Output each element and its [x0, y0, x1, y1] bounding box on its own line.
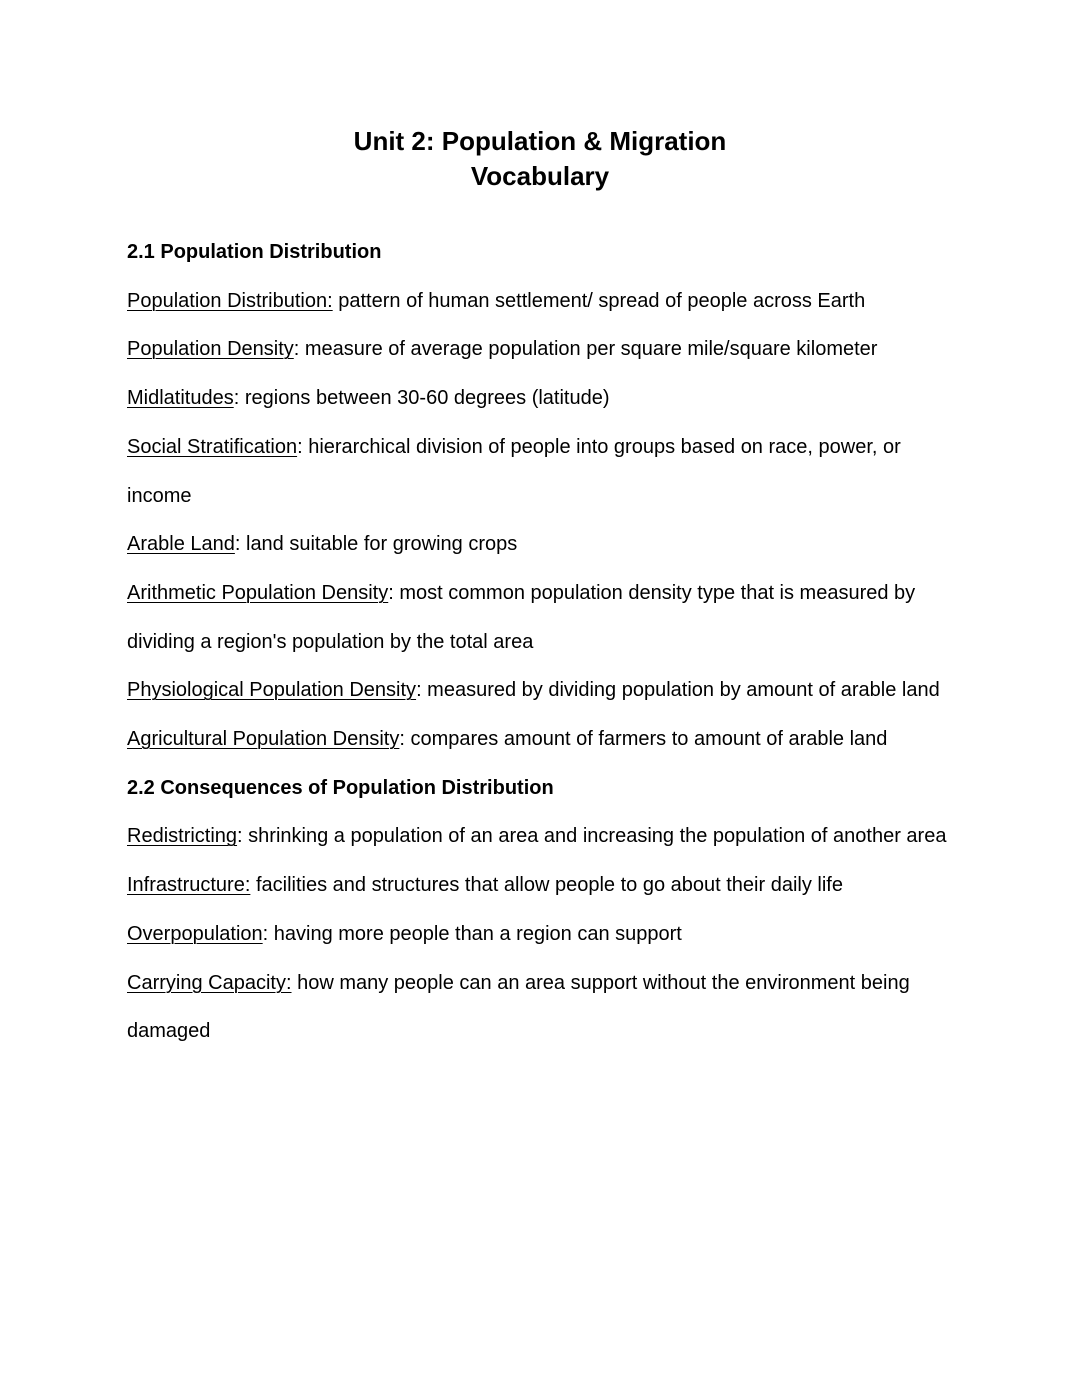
vocab-definition: hierarchical division of people into groups based on race, power, or income — [127, 435, 901, 507]
vocab-term: Redistricting — [127, 825, 238, 848]
vocabulary-content — [127, 228, 957, 1056]
vocab-entry — [127, 715, 957, 764]
vocab-separator: : — [297, 435, 303, 458]
vocab-term: Physiological Population Density — [127, 679, 417, 702]
vocab-entry — [127, 812, 957, 861]
vocab-separator: : — [262, 922, 269, 945]
vocab-entry — [127, 861, 957, 910]
vocab-entry — [127, 325, 957, 374]
vocab-term: Population Distribution: — [127, 289, 333, 312]
vocab-definition: facilities and structures that allow people to go about their daily life — [250, 874, 843, 897]
vocab-term: Arable Land — [127, 533, 235, 556]
vocab-definition: how many people can an area support without the environment being damaged — [127, 971, 910, 1043]
vocab-separator: : — [416, 679, 422, 702]
vocab-separator: : — [293, 338, 300, 361]
vocab-separator: : — [399, 728, 405, 751]
vocab-definition: most common population density type that is measured by dividing a region's population by the total area — [127, 581, 916, 653]
vocab-definition: regions between 30-60 degrees (latitude) — [239, 387, 610, 410]
vocab-term: Midlatitudes — [127, 387, 234, 410]
vocab-separator: : — [237, 825, 243, 848]
vocab-entry — [127, 520, 957, 569]
vocab-definition: compares amount of farmers to amount of arable land — [404, 728, 888, 751]
vocab-definition: pattern of human settlement/ spread of people across Earth — [332, 289, 866, 312]
vocab-entry — [127, 277, 957, 326]
vocab-definition: shrinking a population of an area and increasing the population of another area — [242, 825, 947, 848]
vocab-definition: land suitable for growing crops — [240, 533, 518, 556]
vocab-term: Arithmetic Population Density — [127, 581, 389, 604]
section-heading-2-2: 2.2 Consequences of Population Distribution — [127, 776, 554, 799]
vocab-definition: having more people than a region can support — [268, 922, 682, 945]
vocab-separator: : — [388, 581, 394, 604]
document-title — [0, 124, 1080, 194]
vocab-entry — [127, 374, 957, 423]
vocab-entry — [127, 959, 957, 1056]
vocab-term: Carrying Capacity: — [127, 971, 292, 994]
vocab-term: Infrastructure: — [127, 874, 251, 897]
title-line-1: Unit 2: Population & Migration — [353, 126, 727, 156]
vocab-term: Social Stratification — [127, 435, 298, 458]
section-heading-2-1: 2.1 Population Distribution — [127, 241, 382, 263]
vocab-definition: measure of average population per square mile/square kilometer — [299, 338, 878, 361]
vocab-entry — [127, 423, 957, 520]
vocab-separator: : — [234, 533, 241, 556]
vocab-separator: : — [233, 387, 240, 410]
vocab-definition: measured by dividing population by amount of arable land — [421, 679, 940, 702]
vocab-term: Agricultural Population Density — [127, 728, 400, 751]
vocab-entry — [127, 910, 957, 959]
title-line-2: Vocabulary — [470, 161, 610, 191]
vocab-term: Overpopulation — [127, 922, 263, 945]
vocab-term: Population Density — [127, 338, 294, 361]
vocab-entry — [127, 569, 957, 666]
vocab-entry — [127, 666, 957, 715]
